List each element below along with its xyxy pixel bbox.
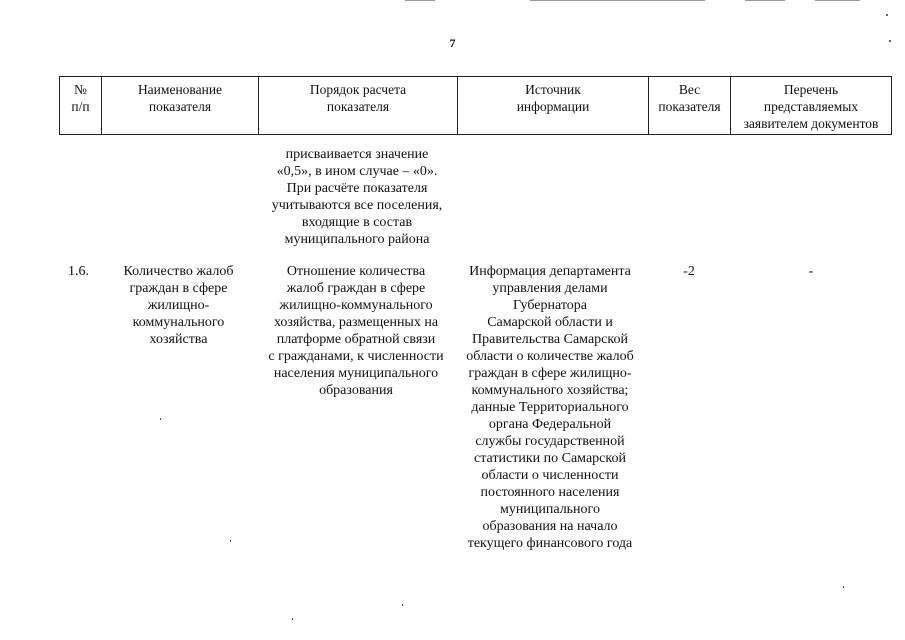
row-number: 1.6. <box>68 264 89 279</box>
scan-artifact-line <box>745 0 785 1</box>
header-calculation: Порядок расчета показателя <box>259 77 458 135</box>
row-weight: -2 <box>683 264 695 279</box>
header-number: № п/п <box>60 77 102 135</box>
scan-speck <box>886 14 888 16</box>
scan-artifact-line <box>405 0 435 1</box>
scan-speck <box>292 618 293 620</box>
indicator-table-header <box>59 76 892 135</box>
scan-artifact-line <box>815 0 860 1</box>
scan-speck <box>402 604 403 606</box>
header-source: Источник информации <box>458 77 649 135</box>
page-number: 7 <box>449 36 456 50</box>
row-calculation: Отношение количества жалоб граждан в сфере жилищно-коммунального хозяйства, размещенных на платформе обратной связи с гражданами, к численности населения муниципального образования <box>268 264 444 398</box>
header-indicator-name: Наименование показателя <box>102 77 259 135</box>
header-documents: Перечень представляемых заявителем документов <box>731 77 892 135</box>
header-weight: Вес показателя <box>649 77 731 135</box>
continued-calculation-text: присваивается значение «0,5», в ином случае – «0». При расчёте показателя учитываются все поселения, входящие в состав муниципального района <box>271 147 443 247</box>
scan-speck <box>843 586 844 588</box>
row-documents: - <box>808 264 814 279</box>
row-source: Информация департамента управления делами Губернатора Самарской области и Правительства Самарской области о количестве жалоб граждан в сфере жилищно- коммунального хозяйства; данные Территориального органа Федеральной службы государственной статистики по Самарской области о численности постоянного населения муниципального образования на начало текущего финансового года <box>466 264 634 551</box>
scan-speck <box>230 540 231 542</box>
scan-speck <box>160 418 161 420</box>
scan-artifact-line <box>530 0 705 1</box>
table-header-row <box>60 77 892 135</box>
row-indicator-name: Количество жалоб граждан в сфере жилищно- коммунального хозяйства <box>123 264 234 347</box>
